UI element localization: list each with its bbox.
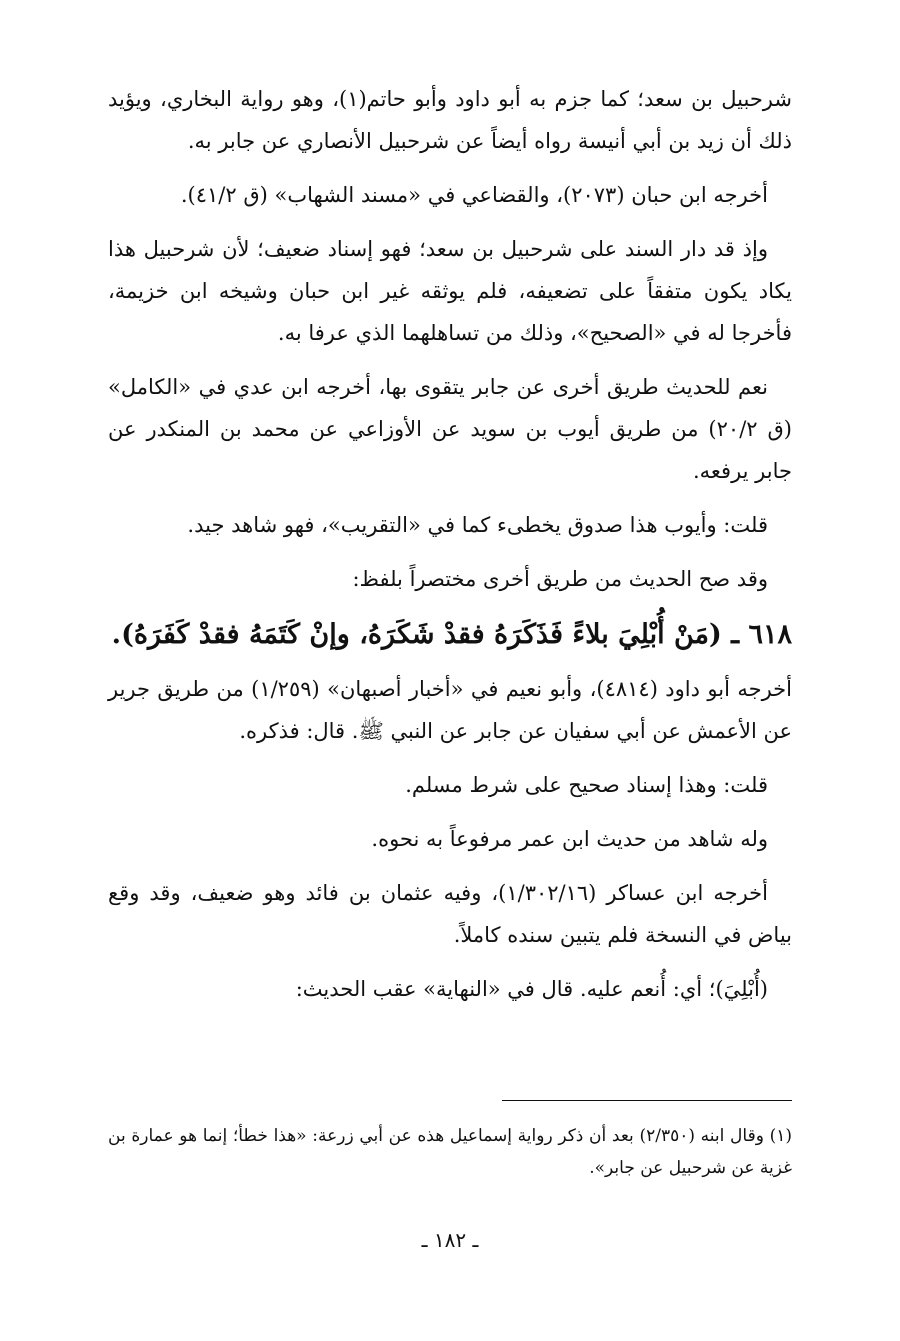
paragraph-3: وإذ قد دار السند على شرحبيل بن سعد؛ فهو إسناد ضعيف؛ لأن شرحبيل هذا يكاد يكون متفقاً على تضعيفه، فلم يوثقه غير ابن حبان وشيخه ابن خزيمة، فأخرجا له في «الصحيح»، وذلك من تساهلهما الذي عرفا به. bbox=[108, 237, 792, 345]
paragraph-1: شرحبيل بن سعد؛ كما جزم به أبو داود وأبو حاتم(١)، وهو رواية البخاري، ويؤيد ذلك أن زيد بن أبي أنيسة رواه أيضاً عن شرحبيل الأنصاري عن جابر به. bbox=[108, 87, 792, 153]
footnote: (١) وقال ابنه (٢/٣٥٠) بعد أن ذكر رواية إسماعيل هذه عن أبي زرعة: «هذا خطأ؛ إنما هو عمارة بن غزية عن شرحبيل عن جابر». bbox=[108, 1126, 792, 1178]
paragraph-4: نعم للحديث طريق أخرى عن جابر يتقوى بها، أخرجه ابن عدي في «الكامل» (ق ٢٠/٢) من طريق أيوب بن سويد عن الأوزاعي عن محمد بن المنكدر عن جابر يرفعه. bbox=[108, 375, 792, 483]
paragraph-6: وقد صح الحديث من طريق أخرى مختصراً بلفظ: bbox=[352, 567, 768, 591]
paragraph-11: (أُبْلِيَ)؛ أي: أُنعم عليه. قال في «النهاية» عقب الحديث: bbox=[295, 977, 768, 1001]
footnote-divider bbox=[502, 1100, 792, 1101]
paragraph-10: أخرجه ابن عساكر (١/٣٠٢/١٦)، وفيه عثمان بن فائد وهو ضعيف، وقد وقع بياض في النسخة فلم يتبين سنده كاملاً. bbox=[108, 881, 792, 947]
paragraph-7: أخرجه أبو داود (٤٨١٤)، وأبو نعيم في «أخبار أصبهان» (١/٢٥٩) من طريق جرير عن الأعمش عن أبي سفيان عن جابر عن النبي ﷺ. قال: فذكره. bbox=[108, 677, 792, 743]
page-number: ـ ١٨٢ ـ bbox=[421, 1228, 479, 1252]
main-text bbox=[108, 78, 792, 1022]
paragraph-5: قلت: وأيوب هذا صدوق يخطىء كما في «التقريب»، فهو شاهد جيد. bbox=[187, 513, 768, 537]
hadith-heading: ٦١٨ ـ (مَنْ أُبْلِيَ بلاءً فَذَكَرَهُ فقدْ شَكَرَهُ، وإنْ كَتَمَهُ فقدْ كَفَرَهُ). bbox=[111, 619, 792, 650]
paragraph-9: وله شاهد من حديث ابن عمر مرفوعاً به نحوه. bbox=[371, 827, 768, 851]
paragraph-8: قلت: وهذا إسناد صحيح على شرط مسلم. bbox=[405, 773, 768, 797]
paragraph-2: أخرجه ابن حبان (٢٠٧٣)، والقضاعي في «مسند الشهاب» (ق ٤١/٢). bbox=[180, 183, 768, 207]
